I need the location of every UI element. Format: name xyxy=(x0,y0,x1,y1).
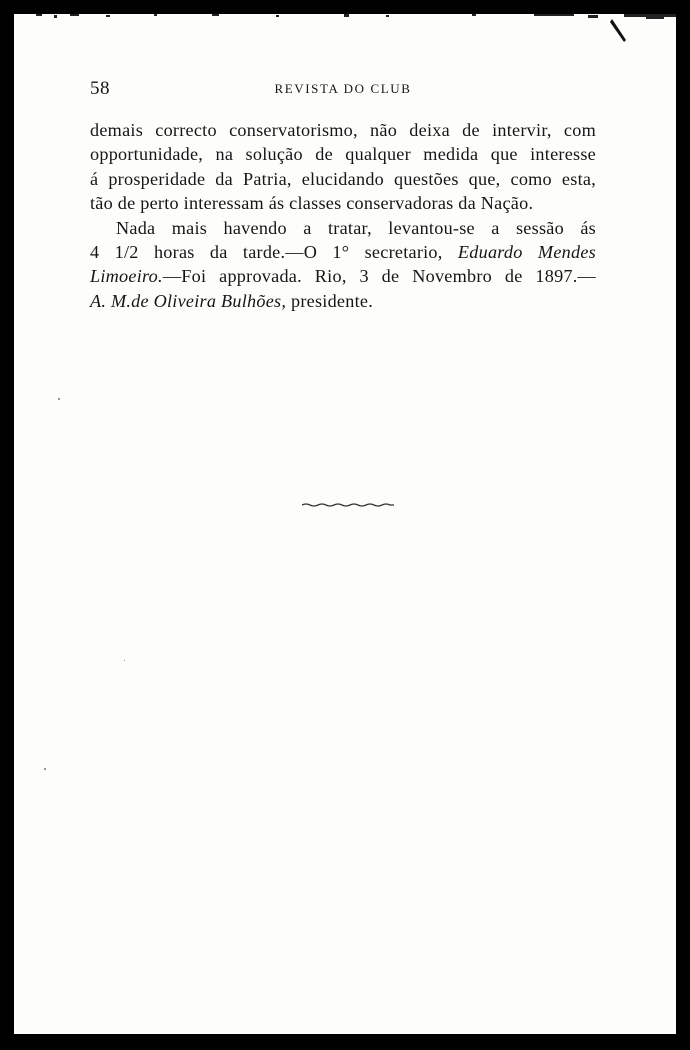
page-header xyxy=(90,78,596,102)
scan-speck xyxy=(58,398,60,400)
secretary-name: Eduardo Mendes xyxy=(457,242,596,263)
text-segment: —Foi approvada. Rio, 3 de Novembro de 1897.— xyxy=(162,266,596,287)
text-line: tão de perto interessam ás classes conservadoras da Nação. xyxy=(90,193,534,214)
body-text xyxy=(90,118,596,313)
text-segment: 4 1/2 horas da tarde.—O 1° secretario, xyxy=(90,242,443,263)
president-name: A. M.de Oliveira Bulhões, xyxy=(90,290,287,311)
scan-speck xyxy=(44,768,46,770)
document-page xyxy=(14,14,676,1034)
text-line xyxy=(90,289,596,313)
text-line: Nada mais havendo a tratar, levantou-se a sessão ás xyxy=(116,217,596,238)
text-line xyxy=(90,240,596,264)
section-end-ornament xyxy=(302,502,394,508)
page-number: 58 xyxy=(90,78,110,99)
text-line: á prosperidade da Patria, elucidando questões que, como esta, xyxy=(90,168,596,189)
text-line: opportunidade, na solução de qualquer medida que interesse xyxy=(90,144,596,165)
text-line: demais correcto conservatorismo, não deixa de intervir, com xyxy=(90,120,596,140)
scan-speck xyxy=(124,660,125,661)
text-line xyxy=(90,264,596,288)
scan-edge-noise xyxy=(14,14,676,44)
running-head: REVISTA DO CLUB xyxy=(274,81,412,96)
text-segment: presidente. xyxy=(290,290,374,311)
secretary-surname: Limoeiro. xyxy=(90,266,163,287)
